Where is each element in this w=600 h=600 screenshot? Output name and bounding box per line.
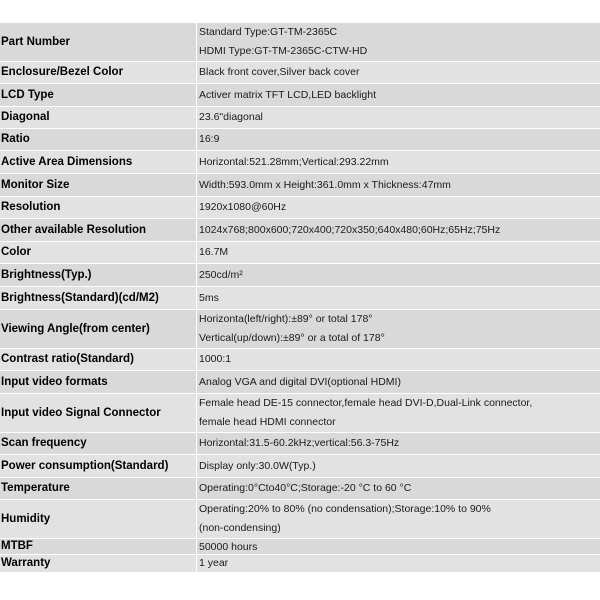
spec-label: Resolution xyxy=(0,197,197,219)
spec-value xyxy=(197,539,600,555)
spec-value xyxy=(197,264,600,287)
spec-value xyxy=(197,555,600,573)
spec-row xyxy=(0,394,600,433)
spec-value-line: Operating:0°Cto40°C;Storage:-20 °C to 60 °C xyxy=(199,482,412,494)
spec-value-line: Vertical(up/down):±89° or a total of 178° xyxy=(199,332,385,344)
spec-row xyxy=(0,23,600,62)
spec-label: Input video formats xyxy=(0,371,197,394)
spec-value xyxy=(197,62,600,84)
spec-label: Color xyxy=(0,242,197,264)
spec-label: Temperature xyxy=(0,478,197,500)
spec-row xyxy=(0,242,600,264)
spec-label: Ratio xyxy=(0,129,197,151)
spec-value xyxy=(197,478,600,500)
spec-row xyxy=(0,84,600,107)
spec-row xyxy=(0,107,600,129)
spec-label: MTBF xyxy=(0,539,197,555)
spec-value xyxy=(197,349,600,371)
spec-row xyxy=(0,310,600,349)
spec-value-line: HDMI Type:GT-TM-2365C-CTW-HD xyxy=(199,45,368,57)
spec-value-line: Female head DE-15 connector,female head DVI-D,Dual-Link connector, xyxy=(199,397,533,409)
spec-value xyxy=(197,310,600,349)
spec-row xyxy=(0,455,600,478)
spec-label: Monitor Size xyxy=(0,174,197,197)
spec-label: Humidity xyxy=(0,500,197,539)
spec-table-body xyxy=(0,23,600,573)
spec-value xyxy=(197,84,600,107)
spec-value xyxy=(197,23,600,62)
spec-value-line: Standard Type:GT-TM-2365C xyxy=(199,26,338,38)
spec-value-line: female head HDMI connector xyxy=(199,416,336,428)
spec-value-line: 50000 hours xyxy=(199,540,258,553)
spec-value xyxy=(197,287,600,310)
spec-value-line: 16.7M xyxy=(199,246,229,258)
spec-value xyxy=(197,242,600,264)
spec-label: Other available Resolution xyxy=(0,219,197,242)
spec-table xyxy=(0,23,600,573)
spec-value-line: Activer matrix TFT LCD,LED backlight xyxy=(199,89,376,101)
spec-label: LCD Type xyxy=(0,84,197,107)
spec-value xyxy=(197,151,600,174)
spec-value-line: Display only:30.0W(Typ.) xyxy=(199,460,316,472)
spec-row xyxy=(0,287,600,310)
spec-row xyxy=(0,151,600,174)
spec-row xyxy=(0,264,600,287)
spec-row xyxy=(0,555,600,573)
spec-value-line: 5ms xyxy=(199,292,219,304)
spec-value-line: Black front cover,Silver back cover xyxy=(199,66,360,78)
spec-value-line: Horizontal:31.5-60.2kHz;vertical:56.3-75Hz xyxy=(199,437,400,449)
spec-row xyxy=(0,371,600,394)
spec-value-line: 250cd/m² xyxy=(199,269,243,281)
spec-row xyxy=(0,62,600,84)
spec-value-line: Horizontal:521.28mm;Vertical:293.22mm xyxy=(199,156,389,168)
spec-row xyxy=(0,219,600,242)
spec-value-line: 1024x768;800x600;720x400;720x350;640x480;60Hz;65Hz;75Hz xyxy=(199,224,501,236)
spec-value xyxy=(197,107,600,129)
spec-label: Part Number xyxy=(0,23,197,62)
spec-value-line: Width:593.0mm x Height:361.0mm x Thickness:47mm xyxy=(199,179,451,191)
spec-value xyxy=(197,219,600,242)
spec-row xyxy=(0,129,600,151)
spec-value-line: Horizonta(left/right):±89° or total 178° xyxy=(199,313,373,325)
spec-value-line: (non-condensing) xyxy=(199,522,281,534)
spec-value-line: Analog VGA and digital DVI(optional HDMI) xyxy=(199,376,401,388)
spec-value-line: 1000:1 xyxy=(199,353,232,365)
spec-value-line: 23.6"diagonal xyxy=(199,111,263,123)
spec-label: Brightness(Standard)(cd/M2) xyxy=(0,287,197,310)
spec-value xyxy=(197,129,600,151)
spec-label: Brightness(Typ.) xyxy=(0,264,197,287)
spec-row xyxy=(0,478,600,500)
spec-label: Diagonal xyxy=(0,107,197,129)
spec-row xyxy=(0,349,600,371)
spec-label: Power consumption(Standard) xyxy=(0,455,197,478)
spec-value xyxy=(197,433,600,455)
spec-row xyxy=(0,500,600,539)
spec-label: Input video Signal Connector xyxy=(0,394,197,433)
spec-label: Viewing Angle(from center) xyxy=(0,310,197,349)
spec-label: Scan frequency xyxy=(0,433,197,455)
spec-label: Warranty xyxy=(0,555,197,573)
spec-label: Active Area Dimensions xyxy=(0,151,197,174)
spec-label: Enclosure/Bezel Color xyxy=(0,62,197,84)
spec-value xyxy=(197,197,600,219)
spec-row xyxy=(0,197,600,219)
spec-value xyxy=(197,371,600,394)
spec-value xyxy=(197,455,600,478)
spec-value xyxy=(197,394,600,433)
spec-value-line: 16:9 xyxy=(199,133,220,145)
spec-value-line: 1920x1080@60Hz xyxy=(199,201,287,213)
spec-row xyxy=(0,174,600,197)
spec-value xyxy=(197,174,600,197)
spec-label: Contrast ratio(Standard) xyxy=(0,349,197,371)
spec-value xyxy=(197,500,600,539)
spec-row xyxy=(0,539,600,555)
spec-value-line: 1 year xyxy=(199,557,229,569)
spec-value-line: Operating:20% to 80% (no condensation);Storage:10% to 90% xyxy=(199,503,491,515)
spec-row xyxy=(0,433,600,455)
